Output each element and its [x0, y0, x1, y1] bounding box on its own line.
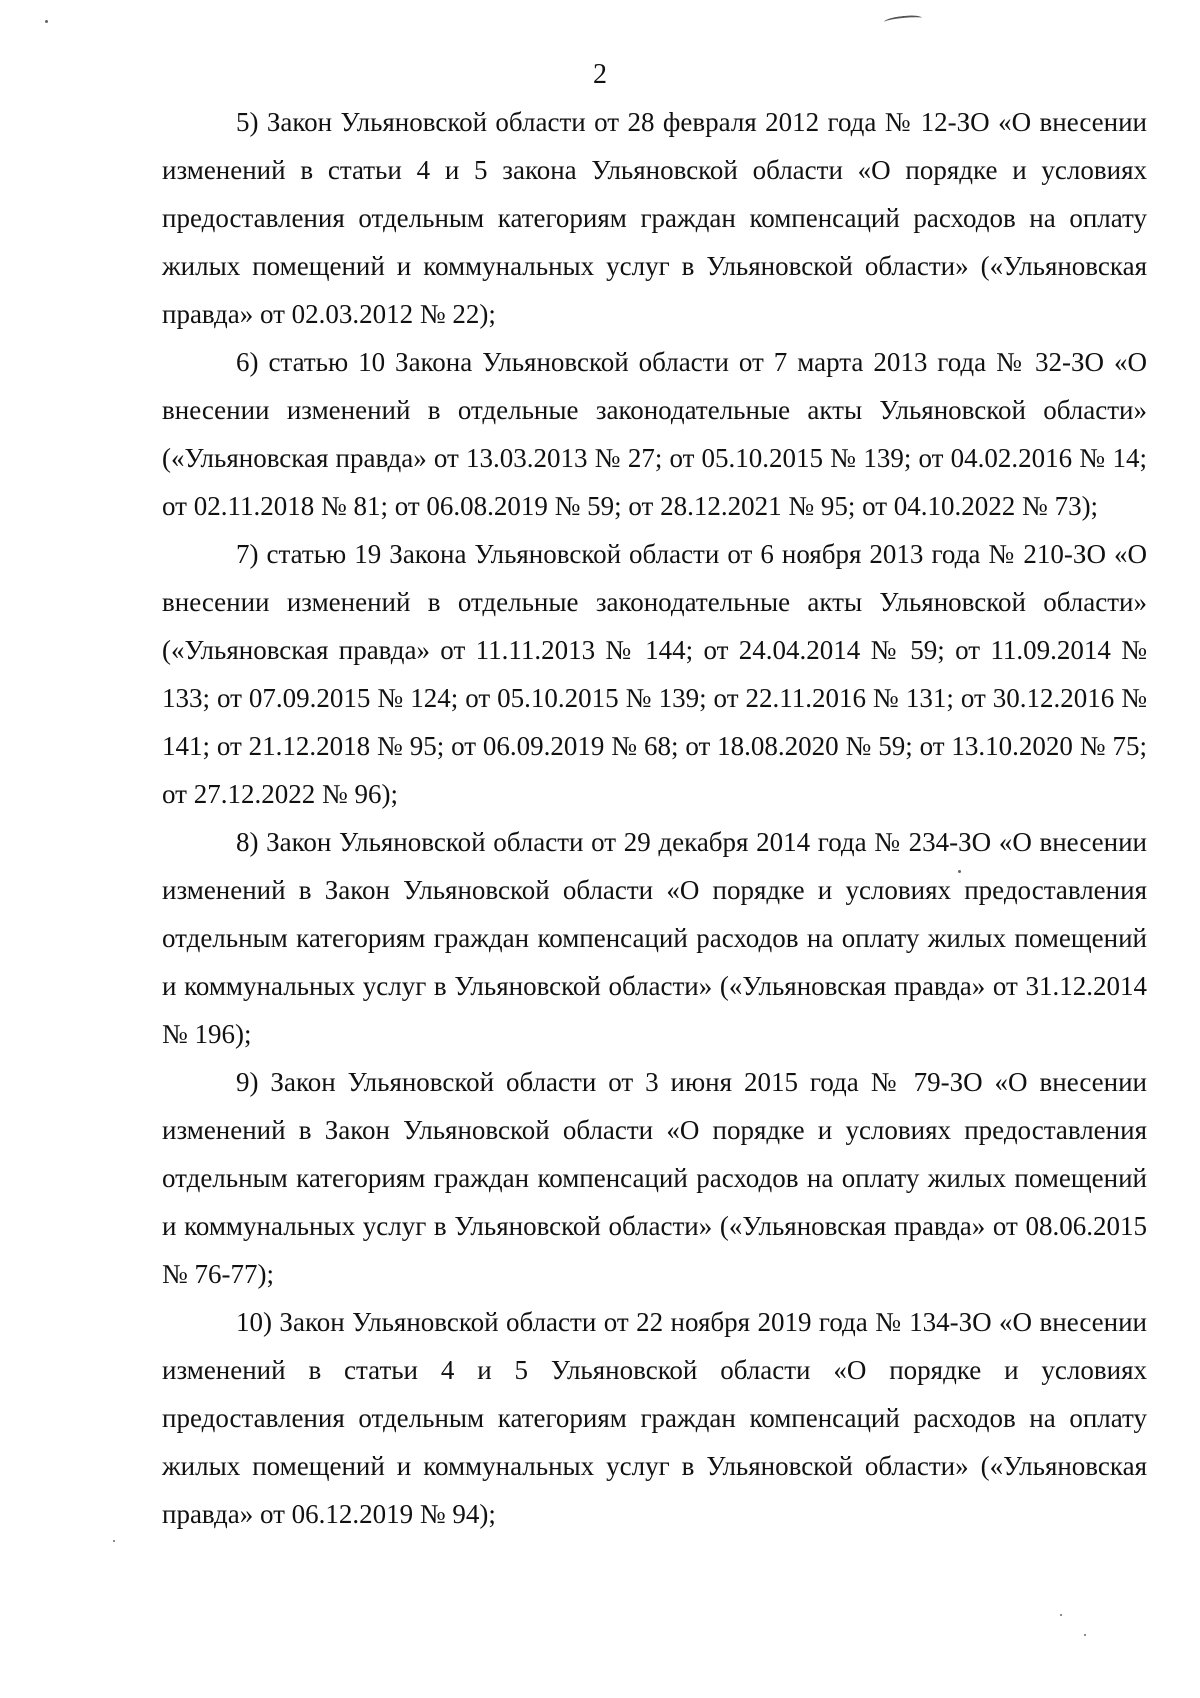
scan-speck	[958, 870, 961, 873]
list-item-8: 8) Закон Ульяновской области от 29 декабря 2014 года № 234-ЗО «О внесении изменений в Закон Ульяновской области «О порядке и условиях предоставления отдельным категориям граждан компенсаций расходов на оплату жилых помещений и коммунальных услуг в Ульяновской области» («Ульяновская правда» от 31.12.2014 № 196);	[162, 827, 1147, 1049]
list-item-9: 9) Закон Ульяновской области от 3 июня 2015 года № 79-ЗО «О внесении изменений в Закон Ульяновской области «О порядке и условиях предоставления отдельным категориям граждан компенсаций расходов на оплату жилых помещений и коммунальных услуг в Ульяновской области» («Ульяновская правда» от 08.06.2015 № 76-77);	[162, 1067, 1147, 1289]
list-item-5: 5) Закон Ульяновской области от 28 февраля 2012 года № 12-ЗО «О внесении изменений в статьи 4 и 5 закона Ульяновской области «О порядке и условиях предоставления отдельным категориям граждан компенсаций расходов на оплату жилых помещений и коммунальных услуг в Ульяновской области» («Ульяновская правда» от 02.03.2012 № 22);	[162, 107, 1147, 329]
scan-mark	[884, 14, 923, 26]
page-number: 2	[593, 59, 607, 90]
scan-speck	[113, 1540, 115, 1542]
document-body	[162, 98, 1147, 1538]
scan-speck	[1084, 1634, 1086, 1636]
list-item-10: 10) Закон Ульяновской области от 22 ноября 2019 года № 134-ЗО «О внесении изменений в статьи 4 и 5 Ульяновской области «О порядке и условиях предоставления отдельным категориям граждан компенсаций расходов на оплату жилых помещений и коммунальных услуг в Ульяновской области» («Ульяновская правда» от 06.12.2019 № 94);	[162, 1307, 1147, 1529]
scan-speck	[1060, 1614, 1062, 1616]
list-item-7: 7) статью 19 Закона Ульяновской области от 6 ноября 2013 года № 210-ЗО «О внесении изменений в отдельные законодательные акты Ульяновской области» («Ульяновская правда» от 11.11.2013 № 144; от 24.04.2014 № 59; от 11.09.2014 № 133; от 07.09.2015 № 124; от 05.10.2015 № 139; от 22.11.2016 № 131; от 30.12.2016 № 141; от 21.12.2018 № 95; от 06.09.2019 № 68; от 18.08.2020 № 59; от 13.10.2020 № 75; от 27.12.2022 № 96);	[162, 539, 1147, 809]
scan-speck	[45, 20, 48, 23]
list-item-6: 6) статью 10 Закона Ульяновской области от 7 марта 2013 года № 32-ЗО «О внесении изменений в отдельные законодательные акты Ульяновской области» («Ульяновская правда» от 13.03.2013 № 27; от 05.10.2015 № 139; от 04.02.2016 № 14; от 02.11.2018 № 81; от 06.08.2019 № 59; от 28.12.2021 № 95; от 04.10.2022 № 73);	[162, 347, 1147, 521]
